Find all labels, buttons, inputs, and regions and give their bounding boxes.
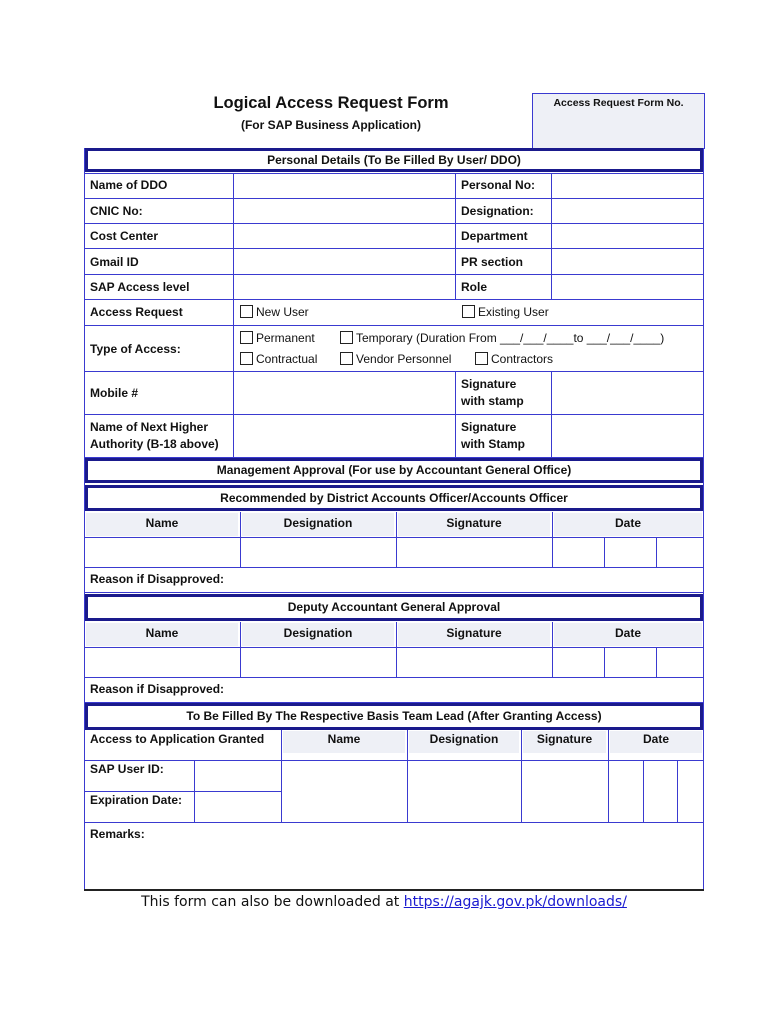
existing-user-option[interactable] bbox=[462, 305, 549, 319]
mobile-field[interactable] bbox=[234, 372, 455, 414]
cnic-label: CNIC No: bbox=[90, 204, 143, 218]
role-label: Role bbox=[461, 280, 488, 294]
basis-designation-field[interactable] bbox=[408, 761, 521, 822]
contractors-checkbox[interactable] bbox=[475, 352, 488, 365]
signature-stamp-label-1 bbox=[461, 376, 524, 410]
new-user-label: New User bbox=[256, 305, 309, 319]
contractual-checkbox[interactable] bbox=[240, 352, 253, 365]
form-number-box[interactable] bbox=[532, 93, 705, 149]
new-user-checkbox[interactable] bbox=[240, 305, 253, 318]
contractors-option[interactable] bbox=[475, 352, 553, 366]
dep-col-signature: Signature bbox=[398, 623, 550, 646]
dep-reason-label: Reason if Disapproved: bbox=[90, 682, 225, 696]
rec-col-date: Date bbox=[554, 513, 702, 536]
rec-reason-label: Reason if Disapproved: bbox=[90, 572, 225, 586]
next-higher-authority-field[interactable] bbox=[234, 415, 455, 457]
personal-no-label: Personal No: bbox=[461, 178, 536, 192]
rec-designation-field[interactable] bbox=[241, 538, 396, 567]
access-granted-label: Access to Application Granted bbox=[90, 732, 265, 746]
vendor-personnel-checkbox[interactable] bbox=[340, 352, 353, 365]
access-request-label: Access Request bbox=[90, 305, 183, 319]
sap-access-level-label: SAP Access level bbox=[90, 280, 190, 294]
signature-label-1: Signature bbox=[461, 377, 517, 391]
pr-section-field[interactable] bbox=[552, 249, 703, 274]
new-user-option[interactable] bbox=[240, 305, 309, 319]
vendor-personnel-option[interactable] bbox=[340, 352, 451, 366]
management-approval-header: Management Approval (For use by Accountant General Office) bbox=[85, 458, 703, 483]
cost-center-label: Cost Center bbox=[90, 229, 159, 243]
rec-col-signature: Signature bbox=[398, 513, 550, 536]
sap-user-id-field[interactable] bbox=[195, 761, 281, 791]
dep-col-date: Date bbox=[554, 623, 702, 646]
personal-no-field[interactable] bbox=[552, 174, 703, 198]
basis-signature-field[interactable] bbox=[522, 761, 608, 822]
basis-name-field[interactable] bbox=[282, 761, 407, 822]
role-field[interactable] bbox=[552, 275, 703, 299]
form-title: Logical Access Request Form bbox=[213, 94, 449, 112]
basis-team-header: To Be Filled By The Respective Basis Team Lead (After Granting Access) bbox=[85, 703, 703, 730]
remarks-label: Remarks: bbox=[90, 827, 145, 841]
basis-col-signature: Signature bbox=[523, 731, 606, 753]
sap-user-id-label: SAP User ID: bbox=[90, 762, 164, 776]
signature-stamp-label-2 bbox=[461, 419, 525, 453]
next-higher-authority-label bbox=[90, 419, 219, 453]
temporary-checkbox[interactable] bbox=[340, 331, 353, 344]
permanent-checkbox[interactable] bbox=[240, 331, 253, 344]
gmail-label: Gmail ID bbox=[90, 255, 139, 269]
footer-text: This form can also be downloaded at bbox=[141, 894, 404, 910]
expiration-date-field[interactable] bbox=[195, 792, 281, 822]
download-link[interactable]: https://agajk.gov.pk/downloads/ bbox=[403, 894, 627, 910]
basis-col-designation: Designation bbox=[409, 731, 519, 753]
dep-signature-field[interactable] bbox=[397, 648, 552, 677]
with-stamp-label-2: with Stamp bbox=[461, 437, 526, 451]
basis-col-date: Date bbox=[610, 731, 702, 753]
footer-note bbox=[0, 894, 768, 910]
name-of-ddo-field[interactable] bbox=[234, 174, 455, 198]
personal-details-header: Personal Details (To Be Filled By User/ DDO) bbox=[85, 148, 703, 172]
permanent-label: Permanent bbox=[256, 331, 315, 345]
basis-col-name: Name bbox=[283, 731, 405, 753]
name-of-ddo-label: Name of DDO bbox=[90, 178, 168, 192]
cost-center-field[interactable] bbox=[234, 224, 455, 248]
rec-name-field[interactable] bbox=[85, 538, 240, 567]
designation-label: Designation: bbox=[461, 204, 534, 218]
vendor-personnel-label: Vendor Personnel bbox=[356, 352, 452, 366]
next-higher-line-1: Name of Next Higher bbox=[90, 420, 209, 434]
deputy-approval-header: Deputy Accountant General Approval bbox=[85, 594, 703, 621]
pr-section-label: PR section bbox=[461, 255, 524, 269]
signature-stamp-field-2[interactable] bbox=[552, 415, 703, 457]
next-higher-line-2: Authority (B-18 above) bbox=[90, 437, 219, 451]
sap-access-level-field[interactable] bbox=[234, 275, 455, 299]
temporary-label: Temporary (Duration From ___/___/____to ___/___/____) bbox=[356, 331, 665, 345]
rec-date-field[interactable] bbox=[553, 538, 703, 567]
gmail-field[interactable] bbox=[234, 249, 455, 274]
mobile-label: Mobile # bbox=[90, 386, 139, 400]
temporary-option[interactable] bbox=[340, 331, 664, 345]
form-subtitle: (For SAP Business Application) bbox=[240, 118, 422, 132]
rec-col-designation: Designation bbox=[242, 513, 394, 536]
signature-stamp-field-1[interactable] bbox=[552, 372, 703, 414]
contractual-option[interactable] bbox=[240, 352, 317, 366]
permanent-option[interactable] bbox=[240, 331, 315, 345]
form-number-label: Access Request Form No. bbox=[553, 97, 684, 109]
rec-col-name: Name bbox=[86, 513, 238, 536]
dep-name-field[interactable] bbox=[85, 648, 240, 677]
contractual-label: Contractual bbox=[256, 352, 318, 366]
dep-col-designation: Designation bbox=[242, 623, 394, 646]
expiration-date-label: Expiration Date: bbox=[90, 793, 183, 807]
department-label: Department bbox=[461, 229, 528, 243]
designation-field[interactable] bbox=[552, 199, 703, 223]
dep-col-name: Name bbox=[86, 623, 238, 646]
with-stamp-label-1: with stamp bbox=[461, 394, 524, 408]
type-of-access-label: Type of Access: bbox=[90, 342, 181, 356]
department-field[interactable] bbox=[552, 224, 703, 248]
rec-signature-field[interactable] bbox=[397, 538, 552, 567]
existing-user-label: Existing User bbox=[478, 305, 549, 319]
recommended-header: Recommended by District Accounts Officer/Accounts Officer bbox=[85, 485, 703, 511]
cnic-field[interactable] bbox=[234, 199, 455, 223]
dep-date-field[interactable] bbox=[553, 648, 703, 677]
remarks-field[interactable] bbox=[85, 842, 703, 888]
basis-date-field[interactable] bbox=[609, 761, 703, 822]
existing-user-checkbox[interactable] bbox=[462, 305, 475, 318]
contractors-label: Contractors bbox=[491, 352, 554, 366]
dep-designation-field[interactable] bbox=[241, 648, 396, 677]
signature-label-2: Signature bbox=[461, 420, 517, 434]
